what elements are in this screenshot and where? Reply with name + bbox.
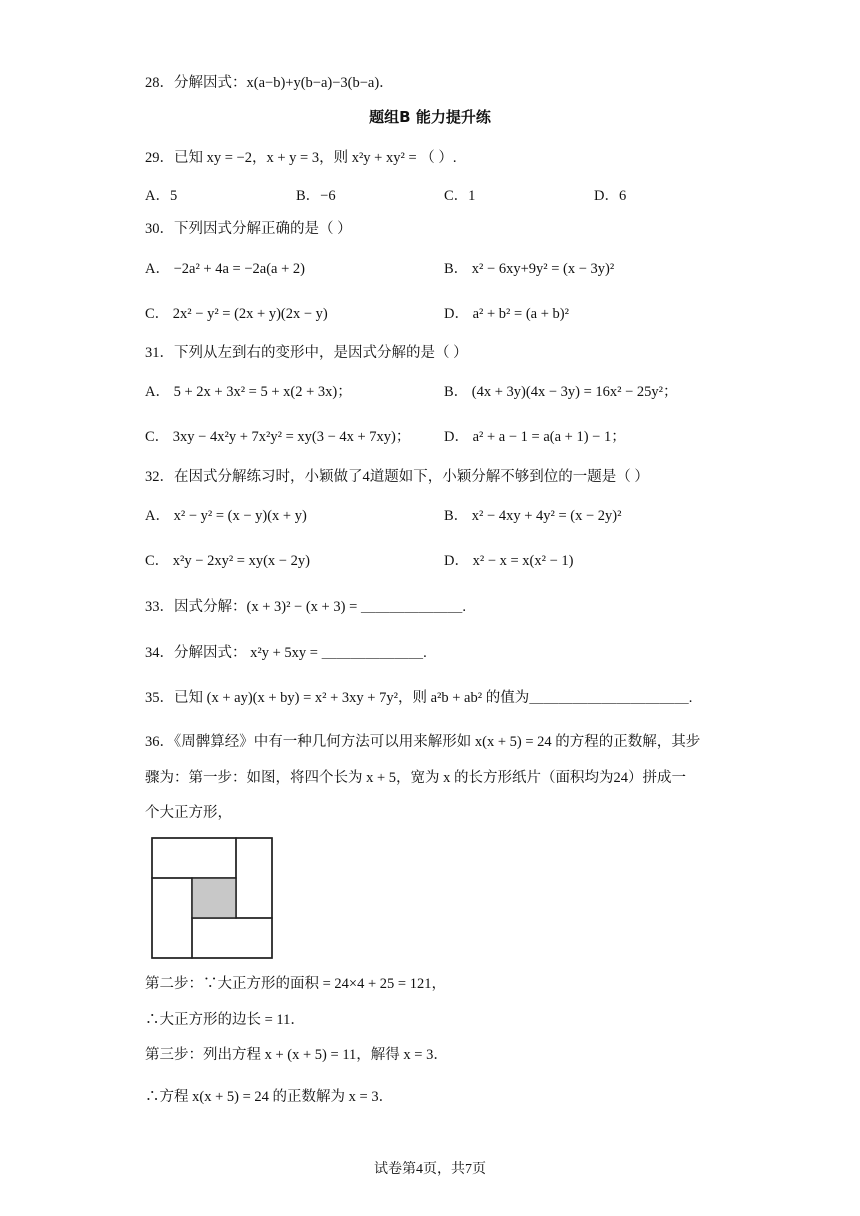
question-36-line-1: 36．《周髀算经》中有一种几何方法可以用来解形如 x(x + 5) = 24 的方程的正数解，其步: [145, 734, 701, 750]
question-29-option-a: A．5: [145, 188, 178, 204]
question-36-step-3: 第三步：列出方程 x + (x + 5) = 11，解得 x = 3．: [145, 1047, 448, 1063]
question-31-option-d: D． a² + a − 1 = a(a + 1) − 1；: [444, 429, 626, 445]
question-29-option-d: D．6: [594, 188, 627, 204]
square-figure: [150, 836, 276, 962]
question-31-option-b: B． (4x + 3y)(4x − 3y) = 16x² − 25y²；: [444, 384, 678, 400]
rectangle-bottom: [192, 918, 272, 958]
question-29-option-b: B．−6: [296, 188, 336, 204]
question-32-stem: 32．在因式分解练习时，小颖做了4道题如下，小颖分解不够到位的一题是（ ）: [145, 469, 649, 485]
section-title: 题组B 能力提升练: [369, 108, 491, 126]
question-29-option-c: C．1: [444, 188, 476, 204]
question-29-stem: 29．已知 xy = −2，x + y = 3，则 x²y + xy² = （ ）.: [145, 150, 457, 166]
question-32-option-a: A． x² − y² = (x − y)(x + y): [145, 508, 307, 524]
question-34: 34．分解因式： x²y + 5xy = ＿＿＿＿＿＿＿.: [145, 645, 427, 661]
question-36-step-2a: 第二步：∵大正方形的面积 = 24×4 + 25 = 121，: [145, 976, 446, 992]
question-36-conclusion: ∴方程 x(x + 5) = 24 的正数解为 x = 3．: [145, 1089, 394, 1105]
rectangle-top: [152, 838, 236, 878]
question-28: 28．分解因式：x(a−b)+y(b−a)−3(b−a)．: [145, 75, 394, 91]
question-30-option-c: C． 2x² − y² = (2x + y)(2x − y): [145, 306, 328, 322]
rectangle-left: [152, 878, 192, 958]
question-30-option-a: A． −2a² + 4a = −2a(a + 2): [145, 261, 305, 277]
center-square: [192, 878, 236, 918]
question-36-step-2b: ∴大正方形的边长 = 11．: [145, 1012, 305, 1028]
rectangle-right: [236, 838, 272, 918]
question-36-line-3: 个大正方形，: [145, 805, 232, 821]
question-31-stem: 31．下列从左到右的变形中，是因式分解的是（ ）: [145, 345, 468, 361]
question-33: 33．因式分解：(x + 3)² − (x + 3) = ＿＿＿＿＿＿＿.: [145, 599, 466, 615]
question-32-option-d: D． x² − x = x(x² − 1): [444, 553, 574, 569]
question-32-option-b: B． x² − 4xy + 4y² = (x − 2y)²: [444, 508, 622, 524]
page-footer: 试卷第4页，共7页: [374, 1162, 486, 1177]
question-30-option-b: B． x² − 6xy+9y² = (x − 3y)²: [444, 261, 615, 277]
question-30-option-d: D． a² + b² = (a + b)²: [444, 306, 569, 322]
question-31-option-c: C． 3xy − 4x²y + 7x²y² = xy(3 − 4x + 7xy)；: [145, 429, 411, 445]
question-31-option-a: A． 5 + 2x + 3x² = 5 + x(2 + 3x)；: [145, 384, 352, 400]
question-35: 35．已知 (x + ay)(x + by) = x² + 3xy + 7y²，则 a²b + ab² 的值为＿＿＿＿＿＿＿＿＿＿＿.: [145, 690, 693, 706]
question-36-line-2: 骤为：第一步：如图，将四个长为 x + 5，宽为 x 的长方形纸片（面积均为24）拼成一: [145, 770, 687, 786]
question-32-option-c: C． x²y − 2xy² = xy(x − 2y): [145, 553, 310, 569]
question-30-stem: 30．下列因式分解正确的是（ ）: [145, 221, 352, 237]
